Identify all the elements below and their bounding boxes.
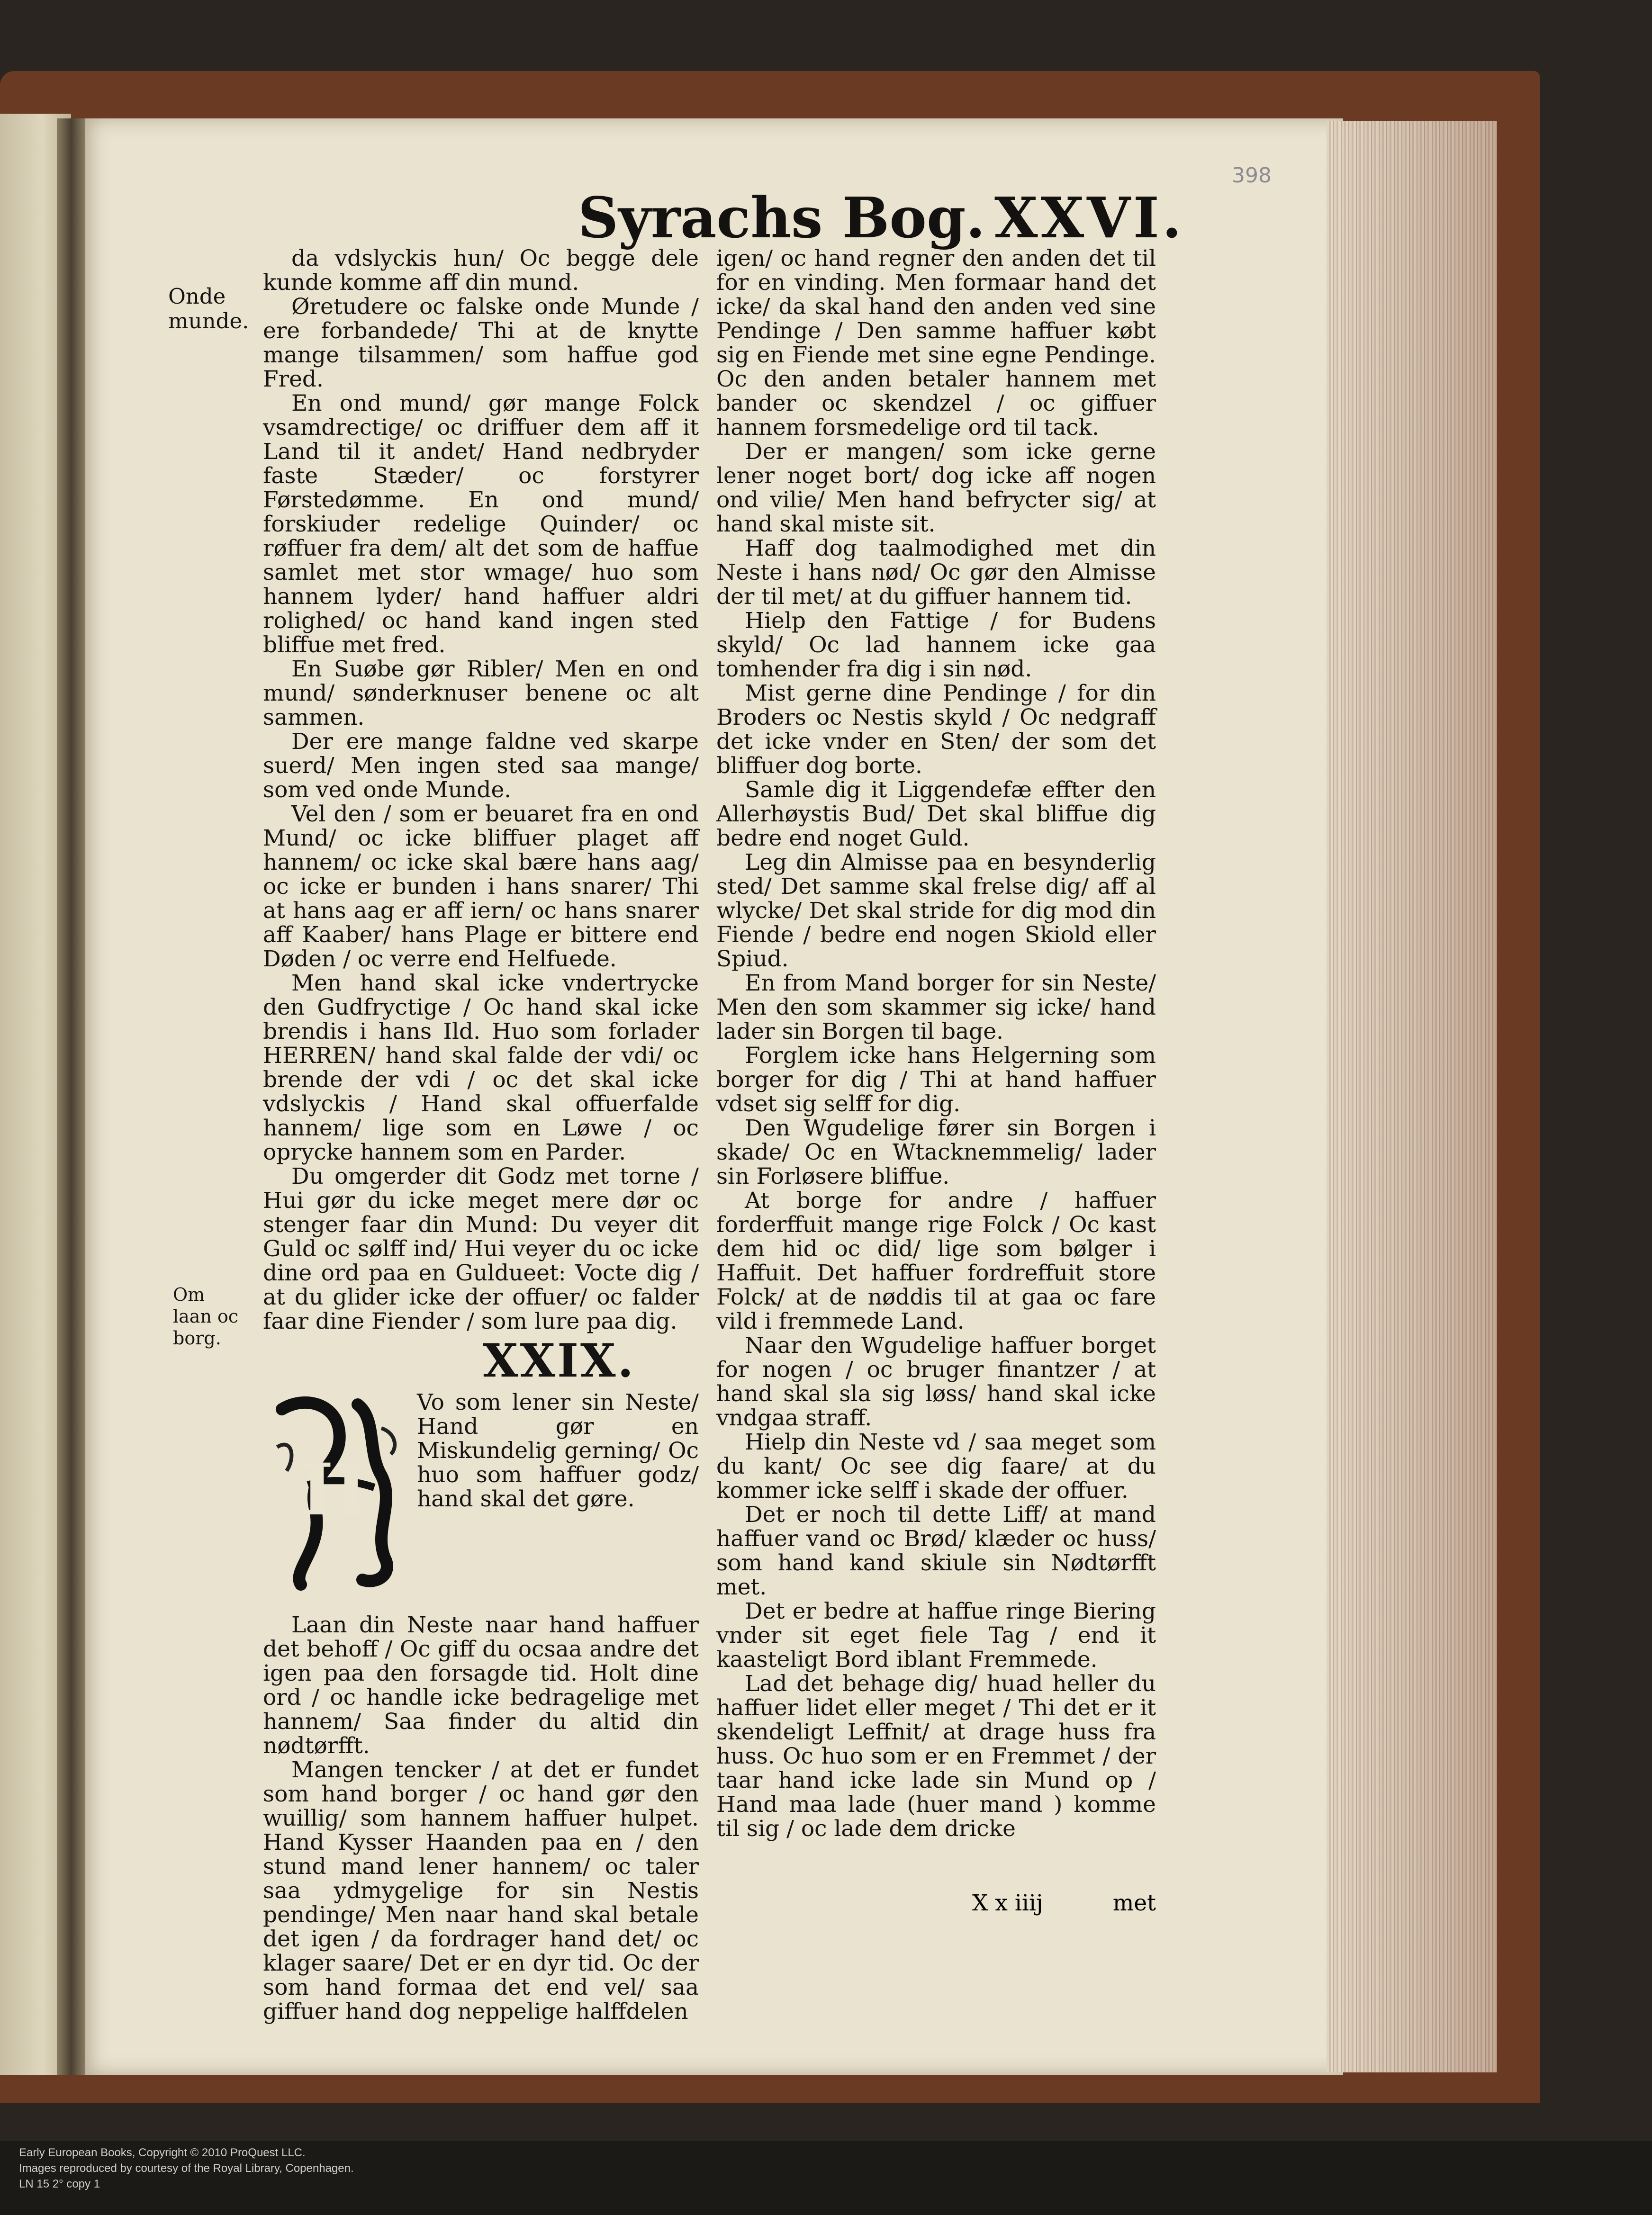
paragraph: At borge for andre / haffuer forderffuit mange rige Folck / Oc kast dem hid oc did/ lige som bølger i Haffuit. Det haffuer fordreffuit store Folck/ at de nøddis til at gaa oc fare vild i fremmede Land.: [716, 1188, 1156, 1334]
paragraph: Naar den Wgudelige haffuer borget for nogen / oc bruger finantzer / at hand skal sla sig løss/ hand skal icke vndgaa straff.: [716, 1333, 1156, 1431]
paragraph: igen/ oc hand regner den anden det til for en vinding. Men formaar hand det icke/ da skal hand den anden ved sine Pendinge / Den samme haffuer købt sig en Fiende met sine egne Pendinge. Oc den anden betaler hannem met bander oc skendzel / oc giffuer hannem forsmedelige ord til tack.: [716, 245, 1156, 441]
paragraph: Vel den / som er beuaret fra en ond Mund/ oc icke bliffuer plaget aff hannem/ oc icke skal bære hans aag/ oc icke er bunden i hans snarer/ Thi at hans aag er aff iern/ oc hans snarer aff Kaaber/ hans Plage er bittere end Døden / oc verre end Helfuede.: [263, 801, 699, 972]
paragraph: Laan din Neste naar hand haffuer det behoff / Oc giff du ocsaa andre det igen paa den forsagde tid. Holt dine ord / oc handle icke bedrageligе met hannem/ Saa finder du altid din nødtørfft.: [263, 1612, 699, 1759]
paragraph: Lad det behage dig/ huad heller du haffuer lidet eller meget / Thi det er it skendeligt Leffnit/ at drage huss fra huss. Oc huo som er en Fremmet / der taar hand icke lade sin Mund op / Hand maa lade (huer mand ) komme til sig / oc lade dem dricke: [716, 1671, 1156, 1842]
chapter-heading: XXIX.: [483, 1334, 635, 1387]
paragraph: Leg din Almisse paa en besynderlig sted/ Det samme skal frelse dig/ aff al wlycke/ Det skal stride for dig mod din Fiende / bedre end nogen Skiold eller Spiud.: [716, 849, 1156, 972]
paragraph: Øretudere oc falske onde Munde / ere forbandede/ Thi at de knytte mange tilsammen/ som haffue god Fred.: [263, 294, 699, 392]
paragraph: En ond mund/ gør mange Folck vsamdrectige/ oc driffuer dem aff it Land til it andet/ Hand nedbryder faste Stæder/ oc forstyrer Førstedømme. En ond mund/ forskiuder redelige Quinder/ oc røffuer fra dem/ alt det som de haffue samlet met stor wmage/ huo som hannem lyder/ hand haffuer aldri rolighed/ oc hand kand ingen sted bliffue met fred.: [263, 390, 699, 658]
leaf-number: XXVI.: [994, 185, 1184, 251]
credit-line: Early European Books, Copyright © 2010 ProQuest LLC.: [19, 2146, 306, 2159]
paragraph: Der ere mange faldne ved skarpe suerd/ Men ingen sted saa mange/ som ved onde Munde.: [263, 729, 699, 803]
chapter-first-paragraph: Vo som lener sin Neste/ Hand gør en Miskundelig gerning/ Oc huo som haffuer godz/ hand skal det gøre.: [417, 1389, 699, 1512]
left-text-column: [263, 246, 699, 2024]
paragraph: En Suøbe gør Ribler/ Men en ond mund/ sønderknuser benene oc alt sammen.: [263, 656, 699, 730]
pencil-folio-number: 398: [1232, 163, 1272, 188]
fore-edge-leaves: [1327, 121, 1497, 2072]
paragraph: da vdslyckis hun/ Oc begge dele kunde komme aff din mund.: [263, 245, 699, 296]
initial-letter: H: [300, 1448, 368, 1531]
signature-mark: X x iiij: [972, 1890, 1043, 1916]
paragraph: Det er noch til dette Liff/ at mand haffuer vand oc Brød/ klæder oc huss/ som hand kand skiule sin Nødtørfft met.: [716, 1502, 1156, 1600]
page-header: [578, 185, 1184, 251]
credit-line: LN 15 2° copy 1: [19, 2178, 100, 2190]
paragraph: Den Wgudelige fører sin Borgen i skade/ Oc en Wtacknemmelig/ lader sin Forløsere bliffue.: [716, 1115, 1156, 1189]
paragraph: Haff dog taalmodighed met din Neste i hans nød/ Oc gør den Almisse der til met/ at du giffuer hannem tid.: [716, 535, 1156, 610]
margin-note-onde-munde: Onde munde.: [168, 284, 249, 333]
paragraph: Men hand skal icke vndertrycke den Gudfryctige / Oc hand skal icke brendis i hans Ild. Huo som forlader HERREN/ hand skal falde der vdi/ oc brende der vdi / oc det skal icke vdslyckis / Hand skal offuerfalde hannem/ lige som en Løwe / oc oprycke hannem som en Parder.: [263, 970, 699, 1165]
right-text-column: [716, 246, 1156, 1841]
chapter-opening: [263, 1390, 699, 1613]
paragraph: Forglem icke hans Helgerning som borger for dig / Thi at hand haffuer vdset sig selff for dig.: [716, 1043, 1156, 1117]
decorated-initial-h: [263, 1390, 405, 1594]
paragraph: Mangen tencker / at det er fundet som hand borger / oc hand gør den wuillig/ som hannem haffuer hulpet. Hand Kysser Haanden paa en / den stund mand lener hannem/ oc taler saa ydmygelige for sin Nestis pendinge/ Men naar hand skal betale det igen / da fordrager hand det/ oc klager saare/ Det er en dyr tid. Oc der som hand formaa det end vel/ saa giffuer hand dog neppelige halffdelen: [263, 1757, 699, 2025]
paragraph: Samle dig it Liggendefæ effter den Allerhøystis Bud/ Det skal bliffue dig bedre end noget Guld.: [716, 777, 1156, 851]
paragraph: En from Mand borger for sin Neste/ Men den som skammer sig icke/ hand lader sin Borgen til bage.: [716, 970, 1156, 1044]
margin-note-laan-borg: Om laan oc borg.: [173, 1284, 239, 1349]
running-title: Syrachs Bog.: [578, 185, 985, 251]
paragraph: Det er bedre at haffue ringe Biering vnder sit eget fiele Tag / end it kaasteligt Bord iblant Fremmede.: [716, 1598, 1156, 1673]
paragraph: Hielp den Fattige / for Budens skyld/ Oc lad hannem icke gaa tomhender fra dig i sin nød.: [716, 608, 1156, 682]
credit-line: Images reproduced by courtesy of the Royal Library, Copenhagen.: [19, 2162, 354, 2175]
paragraph: Mist gerne dine Pendinge / for din Broders oc Nestis skyld / Oc nedgraff det icke vnder en Sten/ der som det bliffuer dog borte.: [716, 680, 1156, 779]
image-credits: [19, 2145, 354, 2192]
page-footer: [716, 1890, 1156, 1918]
paragraph: Der er mangen/ som icke gerne lener noget bort/ dog icke aff nogen ond vilie/ Men hand befrycter sig/ at hand skal miste sit.: [716, 439, 1156, 537]
catchword: met: [1112, 1890, 1156, 1916]
paragraph: Du omgerder dit Godz met torne / Hui gør du icke meget mere dør oc stenger faar din Mund: Du veyer dit Guld oc sølff ind/ Hui veyer du oc icke dine ord paa en Guldueet: Vocte dig / at du glider icke der offuer/ oc falder faar dine Fiender / som lure paa dig.: [263, 1163, 699, 1334]
paragraph: Hielp din Neste vd / saa meget som du kant/ Oc see dig faare/ at du kommer icke selff i skade der offuer.: [716, 1429, 1156, 1504]
gutter-shadow: [57, 118, 85, 2075]
